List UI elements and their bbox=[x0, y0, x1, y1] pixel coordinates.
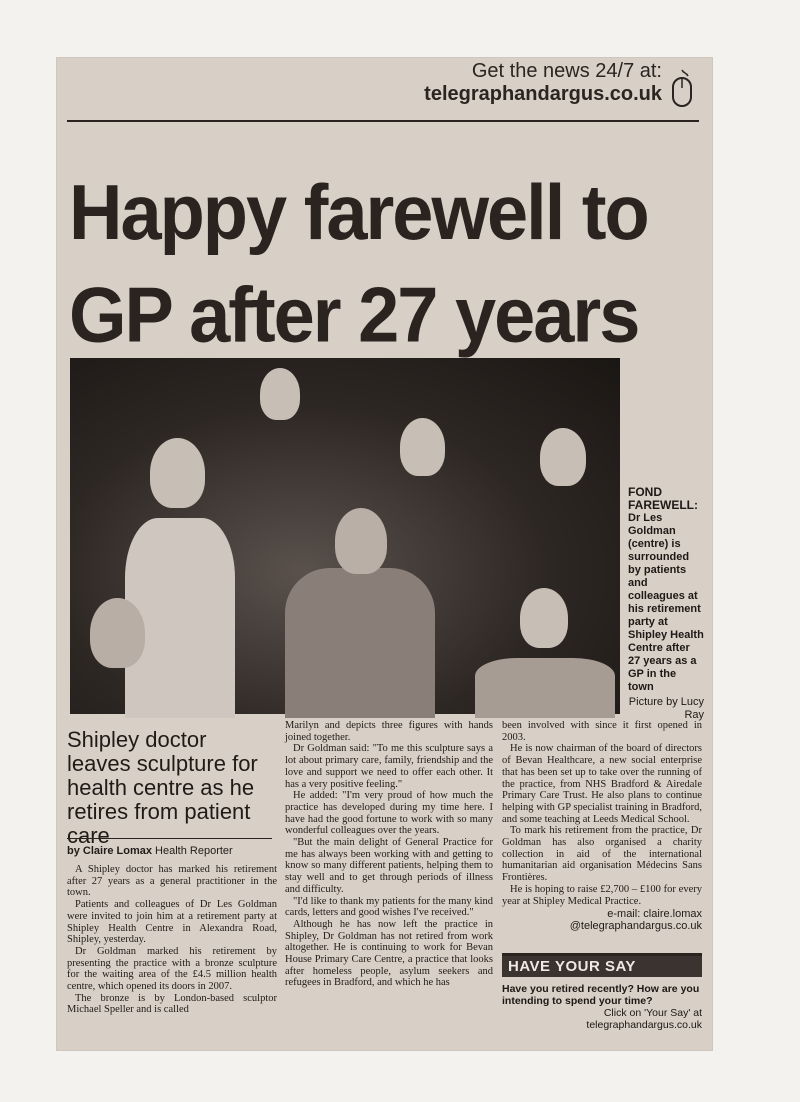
computer-mouse-icon bbox=[670, 68, 694, 108]
masthead-rule bbox=[67, 120, 699, 122]
article-column-1 bbox=[67, 864, 277, 1016]
article-column-2 bbox=[285, 720, 493, 989]
byline-role: Health Reporter bbox=[155, 845, 233, 857]
paragraph: Although he has now left the practice in Shipley, Dr Goldman has not retired from work altogether. He is continuing to work for Bevan House Primary Care Centre, a practice that looks after homeless people, asylum seekers and refugees in Bradford, and which he has bbox=[285, 918, 493, 989]
paragraph: He added: "I'm very proud of how much the practice has developed during my time here. I have had the good fortune to work with so many wonderful colleagues over the years. bbox=[285, 790, 493, 837]
paragraph: Dr Goldman said: "To me this sculpture says a lot about primary care, family, friendship and the love and support we need to offer each other. It has a very positive feeling." bbox=[285, 743, 493, 790]
email-line2: @telegraphandargus.co.uk bbox=[569, 920, 702, 933]
group-photo bbox=[70, 358, 620, 714]
caption-text: Dr Les Goldman (centre) is surrounded by patients and colleagues at his retirement party at Shipley Health Centre after 27 years as a GP in the town bbox=[628, 512, 704, 693]
have-your-say-question: Have you retired recently? How are you intending to spend your time? bbox=[502, 983, 700, 1007]
masthead-line1: Get the news 24/7 at: bbox=[471, 60, 662, 82]
caption-title: FOND FAREWELL: bbox=[628, 485, 698, 512]
paragraph: "But the main delight of General Practice for me has always been working with and getting to know so many different patients, helping them to stay well and to get through periods of illness and difficulty. bbox=[285, 837, 493, 895]
byline bbox=[67, 838, 272, 857]
paragraph: The bronze is by London-based sculptor Michael Speller and is called bbox=[67, 992, 277, 1016]
paragraph: Dr Goldman marked his retirement by presenting the practice with a bronze sculpture for the waiting area of the £4.5 million health centre, which opened its doors in 2007. bbox=[67, 945, 277, 993]
paragraph: "I'd like to thank my patients for the many kind cards, letters and good wishes I've received." bbox=[285, 895, 493, 919]
email-line1: e-mail: claire.lomax bbox=[607, 908, 702, 921]
paragraph: To mark his retirement from the practice, Dr Goldman has also organised a charity collection in aid of the international humanitarian aid organisation Médecins Sans Frontières. bbox=[502, 825, 702, 884]
paragraph: He is now chairman of the board of directors of Bevan Healthcare, a new social enterprise that has been set up to take over the running of the practice, from NHS Bradford & Airedale Primary Care Trust. He also plans to continue helping with GP specialist training in Bradford, and some teaching at Leeds Medical School. bbox=[502, 743, 702, 825]
photo-caption bbox=[628, 486, 704, 722]
have-your-say-box bbox=[502, 953, 702, 1044]
author-email bbox=[502, 908, 702, 932]
article-column-3 bbox=[502, 720, 702, 932]
masthead-web-promo bbox=[424, 60, 662, 106]
have-your-say-title: HAVE YOUR SAY bbox=[502, 956, 702, 977]
newspaper-clipping bbox=[57, 58, 712, 1050]
paragraph: Patients and colleagues of Dr Les Goldman were invited to join him at a retirement party at Shipley Health Centre in Alexandra Road, Shipley, yesterday. bbox=[67, 899, 277, 946]
paragraph: He is hoping to raise £2,700 – £100 for every year at Shipley Medical Practice. bbox=[502, 883, 702, 907]
paragraph: A Shipley doctor has marked his retirement after 27 years as a general practitioner in the town. bbox=[67, 864, 277, 899]
subheadline: Shipley doctor leaves sculpture for health centre as he retires from patient care bbox=[67, 727, 258, 848]
byline-name: by Claire Lomax bbox=[67, 845, 152, 857]
photo-credit: Picture by Lucy Ray bbox=[628, 696, 704, 721]
masthead-url: telegraphandargus.co.uk bbox=[424, 83, 662, 105]
have-your-say-cta: Click on 'Your Say' at telegraphandargus.co.uk bbox=[586, 1007, 702, 1031]
headline: Happy farewell to GP after 27 years bbox=[69, 168, 648, 359]
paragraph: been involved with since it first opened in 2003. bbox=[502, 720, 702, 743]
paragraph: Marilyn and depicts three figures with hands joined together. bbox=[285, 720, 493, 743]
